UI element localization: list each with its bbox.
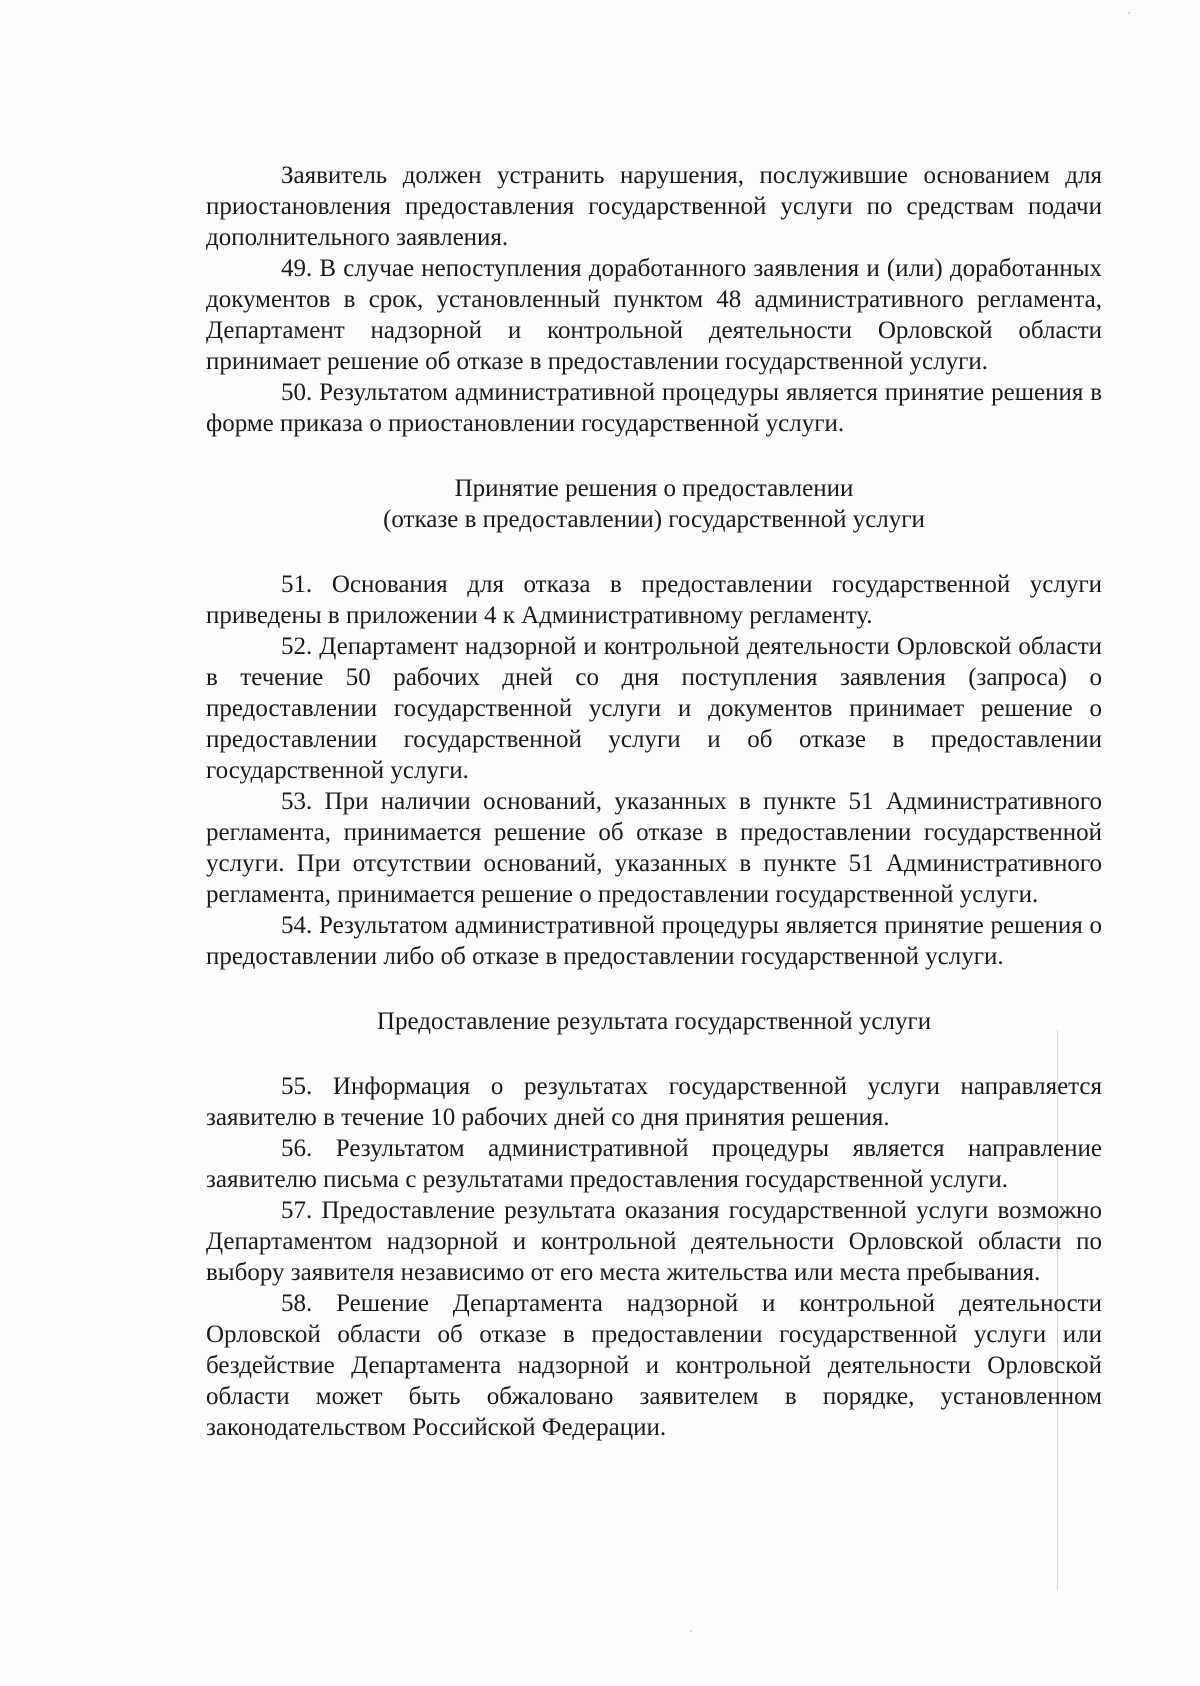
section-heading-decision-line1: Принятие решения о предоставлении <box>454 475 854 502</box>
section-heading-result: Предоставление результата государственной услуги <box>376 1008 932 1035</box>
paragraph-55: 55. Информация о результатах государственной услуги направляется заявителю в течение 10 рабочих дней со дня принятия решения. <box>206 1073 1102 1131</box>
paragraph-52: 52. Департамент надзорной и контрольной деятельности Орловской области в течение 50 рабочих дней со дня поступления заявления (запроса) о предоставлении государственной услуги и документов принимает решение о предоставлении государственной услуги и об отказе в предоставлении государственной услуги. <box>206 633 1102 784</box>
paragraph-53: 53. При наличии оснований, указанных в пункте 51 Административного регламента, принимается решение об отказе в предоставлении государственной услуги. При отсутствии оснований, указанных в пункте 51 Административного регламента, принимается решение о предоставлении государственной услуги. <box>206 788 1102 908</box>
paragraph-58: 58. Решение Департамента надзорной и контрольной деятельности Орловской области об отказе в предоставлении государственной услуги или бездействие Департамента надзорной и контрольной деятельности Орловской области может быть обжаловано заявителем в порядке, установленном законодательством Российской Федерации. <box>206 1290 1102 1441</box>
paragraph-54: 54. Результатом административной процедуры является принятие решения о предоставлении либо об отказе в предоставлении государственной услуги. <box>206 912 1102 970</box>
paragraph-56: 56. Результатом административной процедуры является направление заявителю письма с результатами предоставления государственной услуги. <box>206 1135 1102 1193</box>
paragraph-50: 50. Результатом административной процедуры является принятие решения в форме приказа о приостановлении государственной услуги. <box>206 379 1102 437</box>
paragraph-49: 49. В случае непоступления доработанного заявления и (или) доработанных документов в срок, установленный пунктом 48 административного регламента, Департамент надзорной и контрольной деятельности Орловской области принимает решение об отказе в предоставлении государственной услуги. <box>206 255 1102 375</box>
section-heading-decision-line2: (отказе в предоставлении) государственной услуги <box>383 506 925 533</box>
scan-speck <box>1128 12 1130 14</box>
scan-speck <box>690 1630 692 1632</box>
paragraph-51: 51. Основания для отказа в предоставлении государственной услуги приведены в приложении 4 к Административному регламенту. <box>206 571 1102 629</box>
paragraph-57: 57. Предоставление результата оказания государственной услуги возможно Департаментом надзорной и контрольной деятельности Орловской области по выбору заявителя независимо от его места жительства или места пребывания. <box>206 1197 1102 1286</box>
document-body <box>206 160 1102 1443</box>
paragraph-applicant-violations: Заявитель должен устранить нарушения, послужившие основанием для приостановления предоставления государственной услуги по средствам подачи дополнительного заявления. <box>206 162 1102 251</box>
